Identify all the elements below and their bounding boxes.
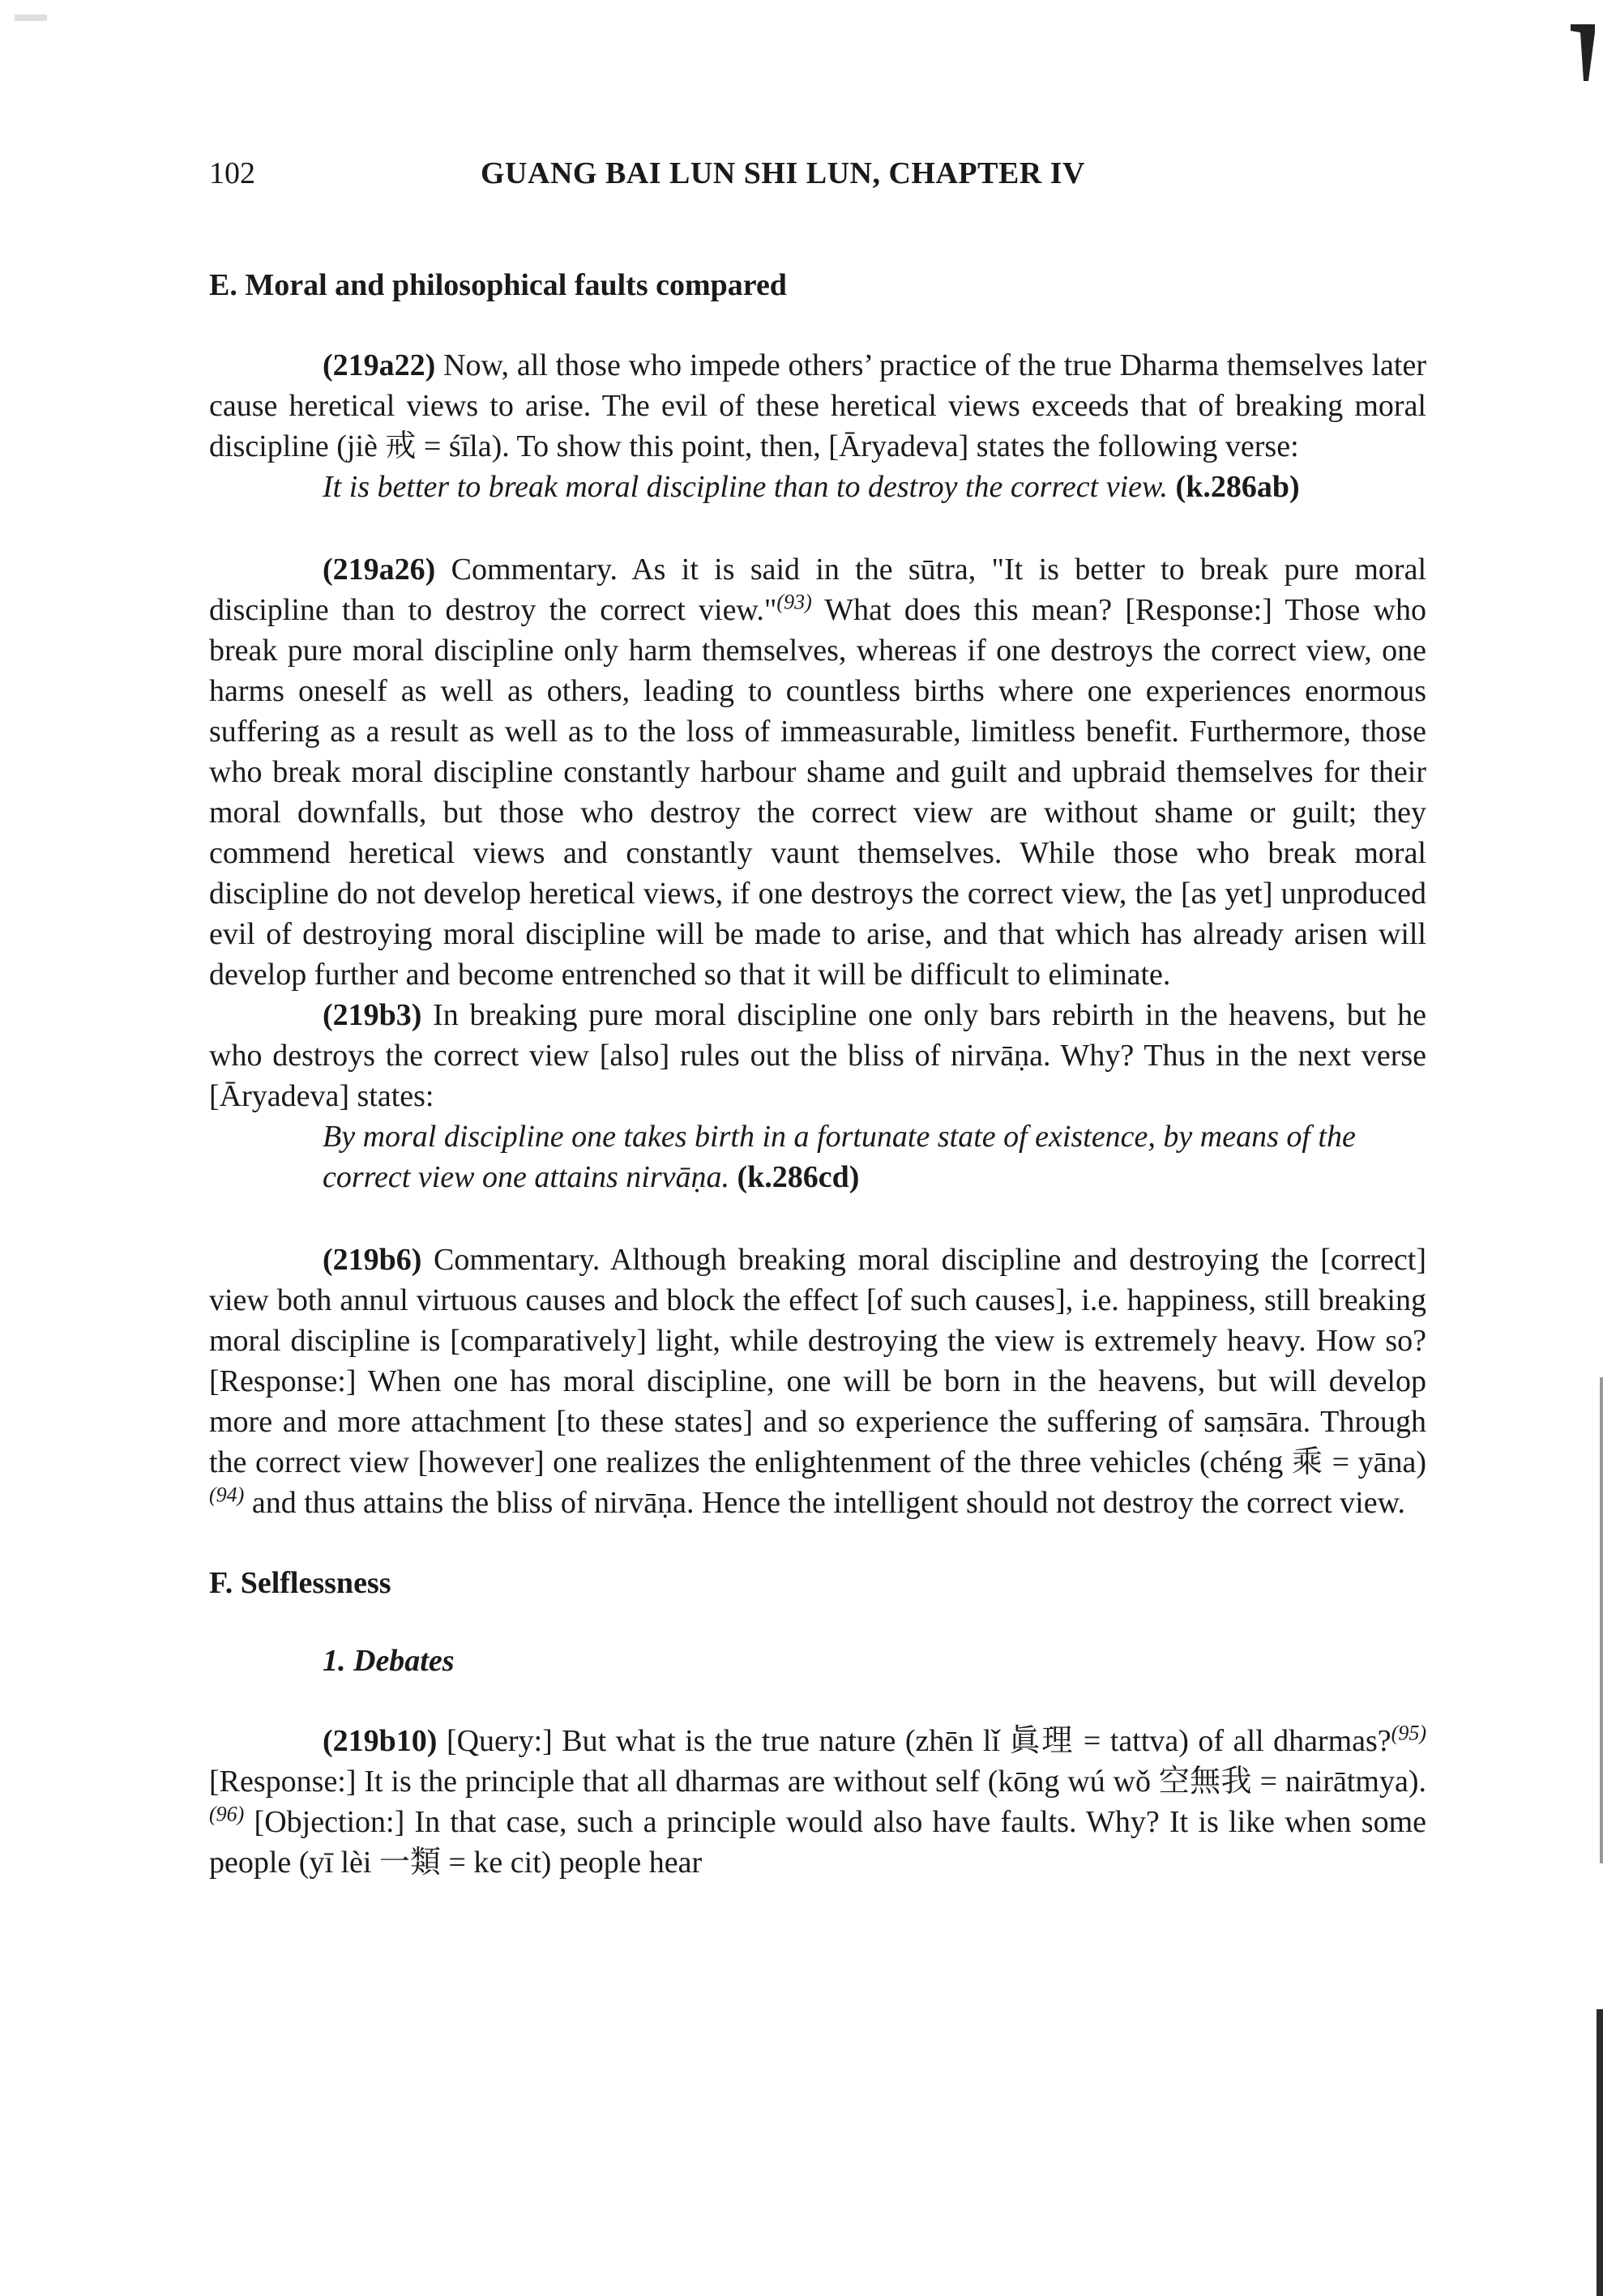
- scan-edge-bottom: [1597, 2009, 1603, 2296]
- verse-text: By moral discipline one takes birth in a fortunate state of existence, by means of the correct view one attains nirvāṇa.: [323, 1120, 1356, 1194]
- verse-reference: (k.286cd): [737, 1160, 860, 1194]
- locator: (219a26): [323, 553, 436, 587]
- verse-reference: (k.286ab): [1175, 470, 1300, 504]
- verse-k286ab: [209, 467, 1426, 507]
- running-title: GUANG BAI LUN SHI LUN, CHAPTER IV: [481, 156, 1085, 190]
- paragraph-text: In breaking pure moral discipline one only bars rebirth in the heavens, but he who destroys the correct view [also] rules out the bliss of nirvāṇa. Why? Thus in the next verse [Āryadeva] states:: [209, 998, 1426, 1113]
- footnote-marker: (93): [776, 590, 812, 614]
- scan-edge-middle: [1600, 1377, 1603, 1863]
- paragraph-219a22: [209, 345, 1426, 467]
- locator: (219a22): [323, 348, 436, 382]
- page-header: [209, 156, 1425, 204]
- paragraph-text: What does this mean? [Response:] Those who break pure moral discipline only harm themselves, whereas if one destroys the correct view, one harms oneself as well as others, leading to countless births where one experiences enormous suffering as a result as well as to the loss of immeasurable, limitless benefit. Furthermore, those who break moral discipline constantly harbour shame and guilt and upbraid themselves for their moral downfalls, but those who destroy the correct view are without shame or guilt; they commend heretical views and constantly vaunt themselves. While those who break moral discipline do not develop heretical views, if one destroys the correct view, the [as yet] unproduced evil of destroying moral discipline will be made to arise, and that which has already arisen will develop further and become entrenched so that it will be difficult to eliminate.: [209, 593, 1426, 992]
- locator: (219b6): [323, 1243, 422, 1277]
- footnote-marker: (95): [1391, 1721, 1426, 1745]
- verse-k286cd: [209, 1116, 1426, 1197]
- paragraph-text: [Response:] It is the principle that all dharmas are without self (kōng wú wǒ 空無我 = nairātmya).: [209, 1765, 1426, 1799]
- scan-edge-top: [1571, 24, 1595, 81]
- scan-mark: [15, 15, 47, 21]
- locator: (219b3): [323, 998, 422, 1032]
- paragraph-219b3: [209, 995, 1426, 1116]
- page-body: [209, 267, 1426, 1883]
- paragraph-text: Commentary. As it is said in the sūtra, "It is better to break pure moral discipline than to destroy the correct view.": [209, 553, 1426, 627]
- paragraph-text: Now, all those who impede others’ practice of the true Dharma themselves later cause heretical views to arise. The evil of these heretical views exceeds that of breaking moral discipline (jiè 戒 = śīla). To show this point, then, [Āryadeva] states the following verse:: [209, 348, 1426, 463]
- verse-text: It is better to break moral discipline than to destroy the correct view.: [323, 470, 1176, 504]
- paragraph-text: Commentary. Although breaking moral discipline and destroying the [correct] view both annul virtuous causes and block the effect [of such causes], i.e. happiness, still breaking moral discipline is [comparatively] light, while destroying the view is extremely heavy. How so? [Response:] When one has moral discipline, one will be born in the heavens, but will develop more and more attachment [to these states] and so experience the suffering of saṃsāra. Through the correct view [however] one realizes the enlightenment of the three vehicles (chéng 乘 = yāna): [209, 1243, 1426, 1479]
- subsection-heading-debates: 1. Debates: [323, 1644, 455, 1678]
- footnote-marker: (94): [209, 1483, 245, 1507]
- paragraph-219b6: [209, 1240, 1426, 1523]
- section-heading-e: E. Moral and philosophical faults compared: [209, 268, 787, 302]
- paragraph-text: [Objection:] In that case, such a principle would also have faults. Why? It is like when some people (yī lèi 一類 = ke cit) people hear: [209, 1805, 1426, 1880]
- locator: (219b10): [323, 1724, 438, 1758]
- paragraph-219a26: [209, 549, 1426, 995]
- page-number: 102: [209, 156, 255, 190]
- paragraph-text: [Query:] But what is the true nature (zhēn lǐ 眞理 = tattva) of all dharmas?: [437, 1724, 1391, 1758]
- paragraph-219b10: [209, 1721, 1426, 1883]
- section-heading-f: F. Selflessness: [209, 1566, 391, 1600]
- footnote-marker: (96): [209, 1802, 245, 1826]
- paragraph-text: and thus attains the bliss of nirvāṇa. Hence the intelligent should not destroy the correct view.: [244, 1486, 1406, 1520]
